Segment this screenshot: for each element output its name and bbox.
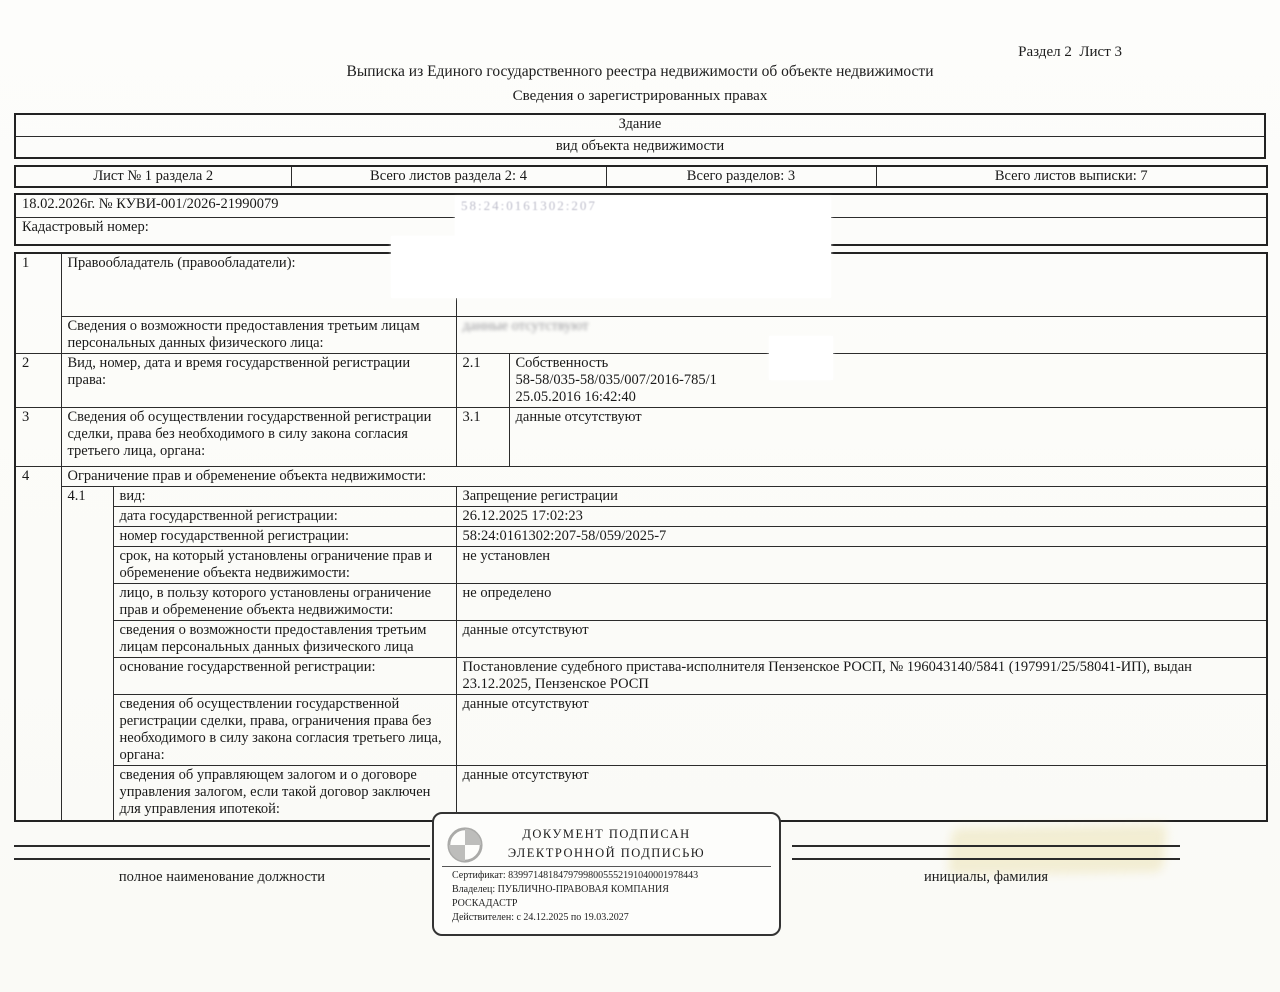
restriction-label: дата государственной регистрации: (113, 507, 456, 527)
restriction-label: сведения об управляющем залогом и о договоре управления залогом, если такой договор заключен для управления ипотекой: (113, 766, 456, 822)
extract-date-number: 18.02.2026г. № КУВИ-001/2026-21990079 (15, 194, 1267, 218)
personal-data-label: Сведения о возможности предоставления третьим лицам персональных данных физического лица: (61, 317, 456, 354)
stamp-owner-line1: Владелец: ПУБЛИЧНО-ПРАВОВАЯ КОМПАНИЯ (452, 884, 669, 895)
restriction-label: номер государственной регистрации: (113, 527, 456, 547)
object-type-caption: вид объекта недвижимости (15, 137, 1265, 159)
deal-registration-label: Сведения об осуществлении государственной регистрации сделки, права без необходимого в силу закона согласия третьего лица, органа: (61, 408, 456, 467)
signature-line-right-upper (792, 845, 1180, 847)
row-number: 3 (15, 408, 61, 467)
object-type-value: Здание (15, 114, 1265, 137)
restriction-label: сведения об осуществлении государственной регистрации сделки, права, ограничения права без необходимого в силу закона согласия третьего лица, органа: (113, 695, 456, 766)
row-number: 1 (15, 253, 61, 354)
main-table (14, 252, 1268, 822)
restriction-label: срок, на который установлены ограничение прав и обременение объекта недвижимости: (113, 547, 456, 584)
redaction-box-artifact (769, 336, 833, 380)
ownership-reg-datetime: 25.05.2016 16:42:40 (515, 389, 636, 405)
registration-right-label: Вид, номер, дата и время государственной регистрации права: (61, 354, 456, 408)
rightholder-label: Правообладатель (правообладатели): (61, 253, 456, 317)
personal-data-value-text: данные отсутствуют (462, 318, 589, 334)
redaction-box-cadastral (455, 197, 831, 237)
restriction-label: основание государственной регистрации: (113, 658, 456, 695)
row-number: 2 (15, 354, 61, 408)
sheet-number-cell: Лист № 1 раздела 2 (15, 166, 291, 187)
deal-registration-index: 3.1 (456, 408, 509, 467)
row-number: 4 (15, 467, 61, 822)
restriction-value: не установлен (456, 547, 1267, 584)
position-caption: полное наименование должности (118, 869, 326, 885)
restriction-value: не определено (456, 584, 1267, 621)
document-title: Выписка из Единого государственного реестра недвижимости об объекте недвижимости (346, 63, 934, 80)
restrictions-header-label: Ограничение прав и обременение объекта недвижимости: (61, 467, 1267, 487)
name-caption: инициалы, фамилия (923, 869, 1049, 885)
signature-line-left-upper (14, 845, 430, 847)
cadastral-number-faint: 58:24:0161302:207 (461, 198, 597, 213)
section-sheets-total-cell: Всего листов раздела 2: 4 (291, 166, 606, 187)
stamp-owner-line2: РОСКАДАСТР (452, 898, 518, 909)
restriction-value: данные отсутствуют (456, 621, 1267, 658)
ownership-reg-number: 58-58/035-58/035/007/2016-785/1 (515, 372, 717, 388)
stamp-validity: Действителен: с 24.12.2025 по 19.03.2027 (452, 912, 629, 923)
stamp-title-line2: ЭЛЕКТРОННОЙ ПОДПИСЬЮ (507, 846, 706, 860)
restriction-value: 26.12.2025 17:02:23 (456, 507, 1267, 527)
registration-right-index: 2.1 (456, 354, 509, 408)
sheets-table (14, 165, 1268, 188)
stamp-certificate: Сертификат: 83997148184797998005552191040001978443 (452, 870, 699, 881)
personal-data-value (456, 317, 1267, 354)
section-sheet-label: Раздел 2 Лист 3 (1018, 44, 1122, 60)
stamp-title-line1: ДОКУМЕНТ ПОДПИСАН (522, 827, 691, 841)
restriction-value: данные отсутствуют (456, 695, 1267, 766)
signature-line-left-lower (14, 858, 430, 860)
signature-line-right-lower (792, 858, 1180, 860)
deal-registration-value: данные отсутствуют (509, 408, 1267, 467)
signature-stamp (432, 812, 781, 936)
stamp-divider (442, 866, 771, 867)
restriction-value: Постановление судебного пристава-исполнителя Пензенское РОСП, № 196043140/5841 (197991/25/58041-ИП), выдан 23.12.2025, Пензенское РОСП (456, 658, 1267, 695)
cadastral-number-label: Кадастровый номер: (15, 218, 456, 246)
extract-sheets-total-cell: Всего листов выписки: 7 (876, 166, 1267, 187)
restriction-label: сведения о возможности предоставления третьим лицам персональных данных физического лица (113, 621, 456, 658)
restriction-index: 4.1 (61, 487, 113, 822)
restriction-label: вид: (113, 487, 456, 507)
registration-right-value (509, 354, 1267, 408)
redaction-box-rightholder (391, 236, 831, 298)
ownership-type: Собственность (515, 355, 609, 371)
sections-total-cell: Всего разделов: 3 (606, 166, 876, 187)
restriction-value: данные отсутствуют (456, 766, 1267, 822)
restriction-label: лицо, в пользу которого установлены ограничение прав и обременение объекта недвижимости: (113, 584, 456, 621)
restriction-value: Запрещение регистрации (456, 487, 1267, 507)
document-subtitle: Сведения о зарегистрированных правах (512, 88, 768, 104)
restriction-value: 58:24:0161302:207-58/059/2025-7 (456, 527, 1267, 547)
object-type-table (14, 113, 1266, 159)
